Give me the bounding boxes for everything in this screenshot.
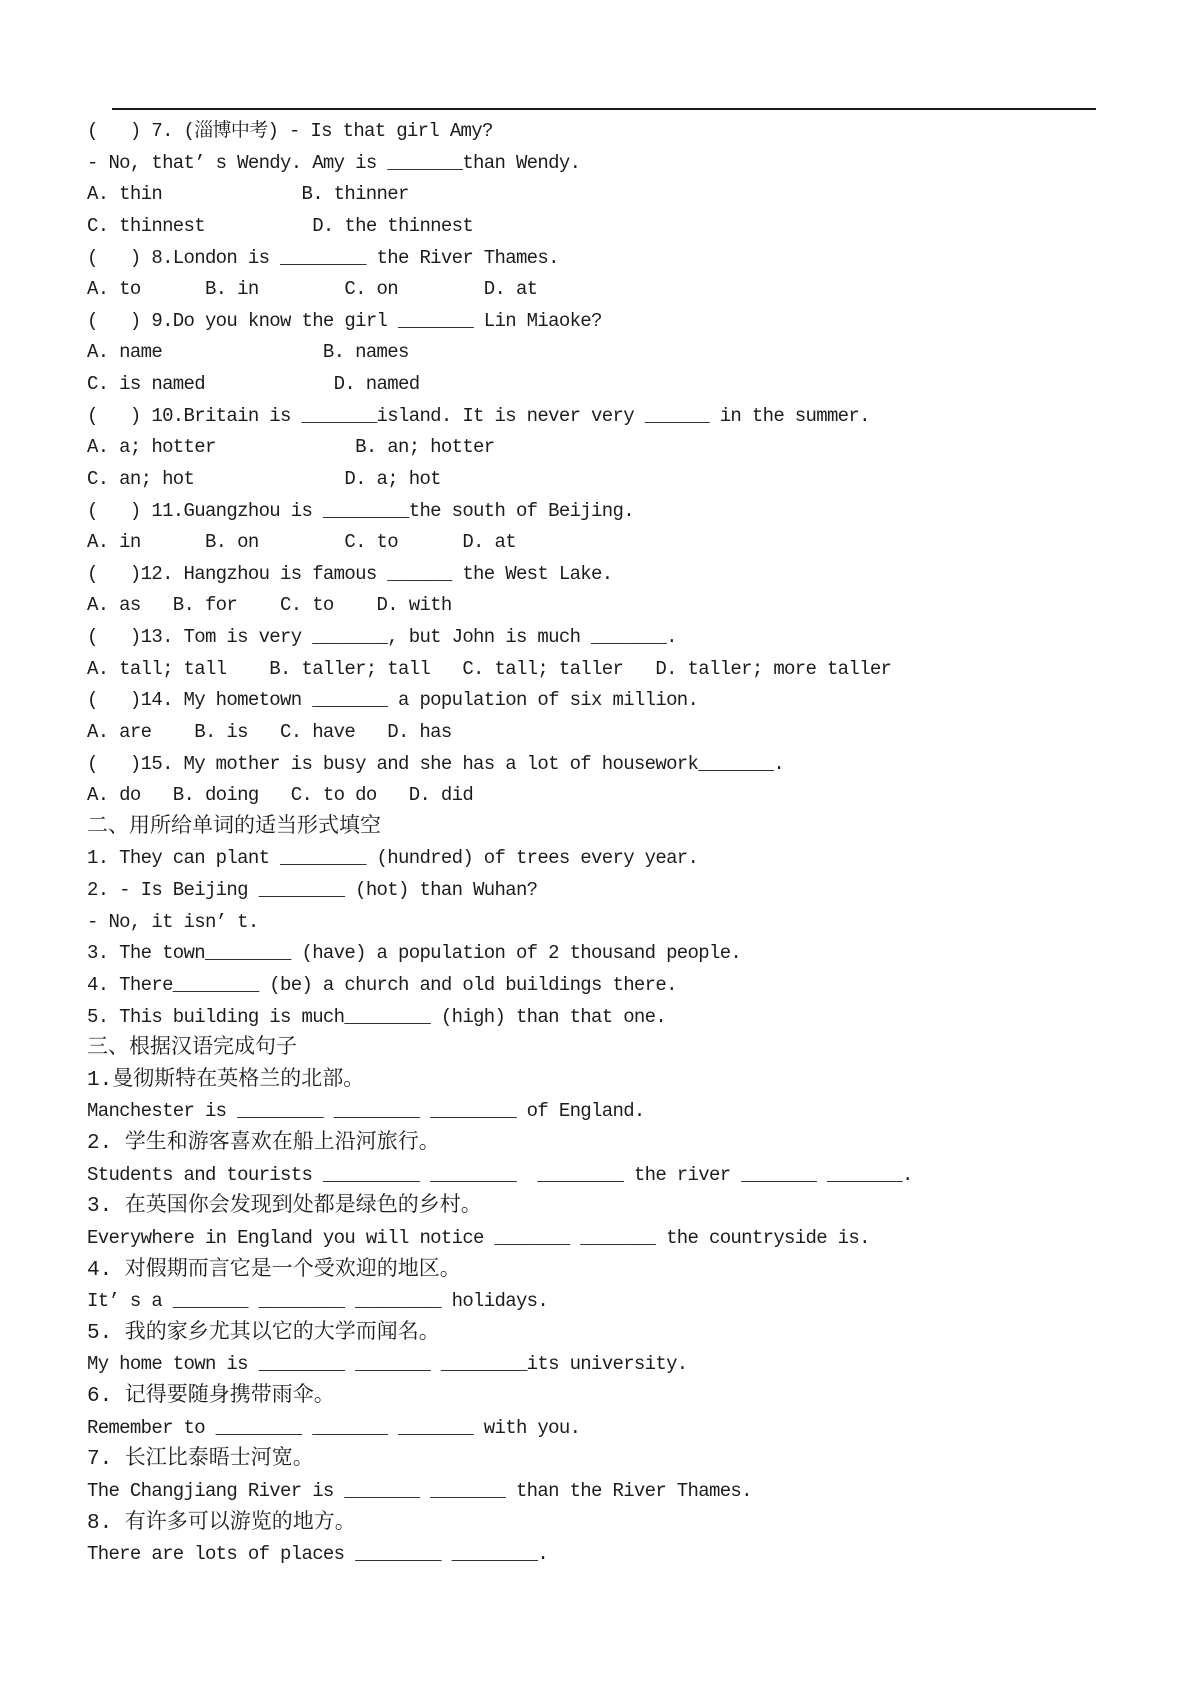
english-sentence: Manchester is ________ ________ ________ of England. <box>87 1100 645 1123</box>
chinese-prompt: 4. 对假期而言它是一个受欢迎的地区。 <box>87 1258 461 1282</box>
fill-in-item-2: 2. - Is Beijing ________ (hot) than Wuhan? <box>87 879 538 901</box>
option-c: C. to do <box>290 784 377 807</box>
question-stem: ( ) 11.Guangzhou is ________the south of Beijing. <box>87 499 634 522</box>
option-a: A. to <box>87 278 141 301</box>
option-d: D. has <box>387 720 452 743</box>
english-sentence: My home town is ________ _______ ________its university. <box>87 1353 688 1376</box>
multiple-choice-section <box>87 116 1167 812</box>
option-a: A. thin <box>87 183 163 206</box>
option-b: B. for <box>172 594 238 617</box>
question-stem: ( ) 10.Britain is _______island. It is never very ______ in the summer. <box>87 404 870 427</box>
english-sentence: There are lots of places ________ ________. <box>87 1543 549 1566</box>
question-13 <box>87 622 1167 685</box>
option-a: A. a; hotter <box>87 436 216 459</box>
option-b: B. on <box>204 531 259 554</box>
chinese-prompt: 8. 有许多可以游览的地方。 <box>87 1511 356 1535</box>
question-14 <box>87 685 1167 748</box>
fill-in-item-4: 4. There________ (be) a church and old buildings there. <box>87 973 677 996</box>
english-sentence: Remember to ________ _______ _______ with you. <box>87 1416 581 1439</box>
question-stem: - No, that’ s Wendy. Amy is _______than Wendy. <box>87 151 581 174</box>
translation-section <box>87 1033 1167 1571</box>
option-a: A. as <box>87 594 141 617</box>
chinese-prompt: 1.曼彻斯特在英格兰的北部。 <box>87 1068 365 1092</box>
question-stem: ( )14. My hometown _______ a population of six million. <box>87 689 699 712</box>
chinese-prompt: 3. 在英国你会发现到处都是绿色的乡村。 <box>87 1195 482 1219</box>
chinese-prompt: 6. 记得要随身携带雨伞。 <box>87 1385 335 1408</box>
option-b: B. doing <box>172 784 259 807</box>
worksheet-content <box>87 116 1167 1571</box>
question-stem: ( ) 8.London is ________ the River Thames. <box>87 246 559 269</box>
question-stem: ( ) 7. (淄博中考) - Is that girl Amy? <box>87 120 493 142</box>
chinese-prompt: 2. 学生和游客喜欢在船上沿河旅行。 <box>87 1132 440 1155</box>
option-c: C. is named <box>87 373 205 395</box>
english-sentence: The Changjiang River is _______ _______ than the River Thames. <box>87 1479 752 1502</box>
chinese-prompt: 7. 长江比泰晤士河宽。 <box>87 1448 314 1472</box>
section-heading: 三、根据汉语完成句子 <box>87 1037 297 1061</box>
option-row <box>87 337 1167 369</box>
option-b: B. in <box>204 278 259 301</box>
option-d: D. at <box>483 278 538 301</box>
option-c: C. an; hot <box>87 467 195 490</box>
english-sentence: Everywhere in England you will notice _______ _______ the countryside is. <box>87 1226 870 1249</box>
option-b: B. taller; tall <box>269 657 431 680</box>
question-8 <box>87 243 1167 306</box>
option-c: C. thinnest <box>87 214 205 237</box>
option-c: C. to <box>344 531 398 554</box>
section-heading: 二、用所给单词的适当形式填空 <box>87 815 381 839</box>
option-row <box>87 590 1167 622</box>
option-a: A. are <box>87 720 152 743</box>
option-row <box>87 432 1167 464</box>
fill-in-item-3: 3. The town________ (have) a population of 2 thousand people. <box>87 942 742 965</box>
option-c: C. to <box>280 594 334 617</box>
fill-in-section <box>87 812 1167 1033</box>
option-row <box>87 654 1167 686</box>
option-row <box>87 369 1167 401</box>
option-d: D. a; hot <box>344 467 441 490</box>
english-sentence: Students and tourists _________ ________ ________ the river _______ _______. <box>87 1163 913 1186</box>
option-a: A. tall; tall <box>87 657 227 680</box>
question-stem: ( )12. Hangzhou is famous ______ the West Lake. <box>87 562 613 585</box>
option-a: A. do <box>87 784 141 807</box>
question-stem: ( )15. My mother is busy and she has a lot of housework_______. <box>87 752 785 775</box>
option-d: D. with <box>376 594 452 617</box>
option-d: D. taller; more taller <box>655 657 892 680</box>
english-sentence: It’ s a _______ ________ ________ holidays. <box>87 1290 549 1313</box>
option-row <box>87 274 1167 306</box>
question-15 <box>87 749 1167 812</box>
question-11 <box>87 496 1167 559</box>
option-c: C. on <box>344 278 398 301</box>
question-stem: ( )13. Tom is very _______, but John is much _______. <box>87 626 677 648</box>
header-rule <box>112 108 1096 110</box>
option-d: D. did <box>408 784 474 807</box>
option-row <box>87 717 1167 749</box>
option-a: A. name <box>87 341 163 364</box>
option-b: B. an; hotter <box>355 436 495 459</box>
question-9 <box>87 306 1167 401</box>
question-7 <box>87 116 1167 243</box>
option-d: D. at <box>462 531 516 554</box>
option-row <box>87 464 1167 496</box>
option-b: B. thinner <box>301 183 409 206</box>
option-d: D. named <box>333 373 420 395</box>
option-c: C. tall; taller <box>462 657 624 680</box>
question-stem: ( ) 9.Do you know the girl _______ Lin Miaoke? <box>87 309 602 332</box>
option-c: C. have <box>280 720 356 743</box>
question-12 <box>87 559 1167 622</box>
fill-in-item-1: 1. They can plant ________ (hundred) of trees every year. <box>87 847 699 870</box>
question-10 <box>87 401 1167 496</box>
option-b: B. is <box>194 720 248 743</box>
option-row <box>87 179 1167 211</box>
option-row <box>87 527 1167 559</box>
option-a: A. in <box>87 531 141 554</box>
option-d: D. the thinnest <box>312 214 474 237</box>
option-b: B. names <box>322 341 409 364</box>
fill-in-item-5: 5. This building is much________ (high) than that one. <box>87 1005 667 1028</box>
option-row <box>87 211 1167 243</box>
fill-in-item-2-reply: - No, it isn’ t. <box>87 910 259 933</box>
chinese-prompt: 5. 我的家乡尤其以它的大学而闻名。 <box>87 1321 440 1345</box>
option-row <box>87 780 1167 812</box>
